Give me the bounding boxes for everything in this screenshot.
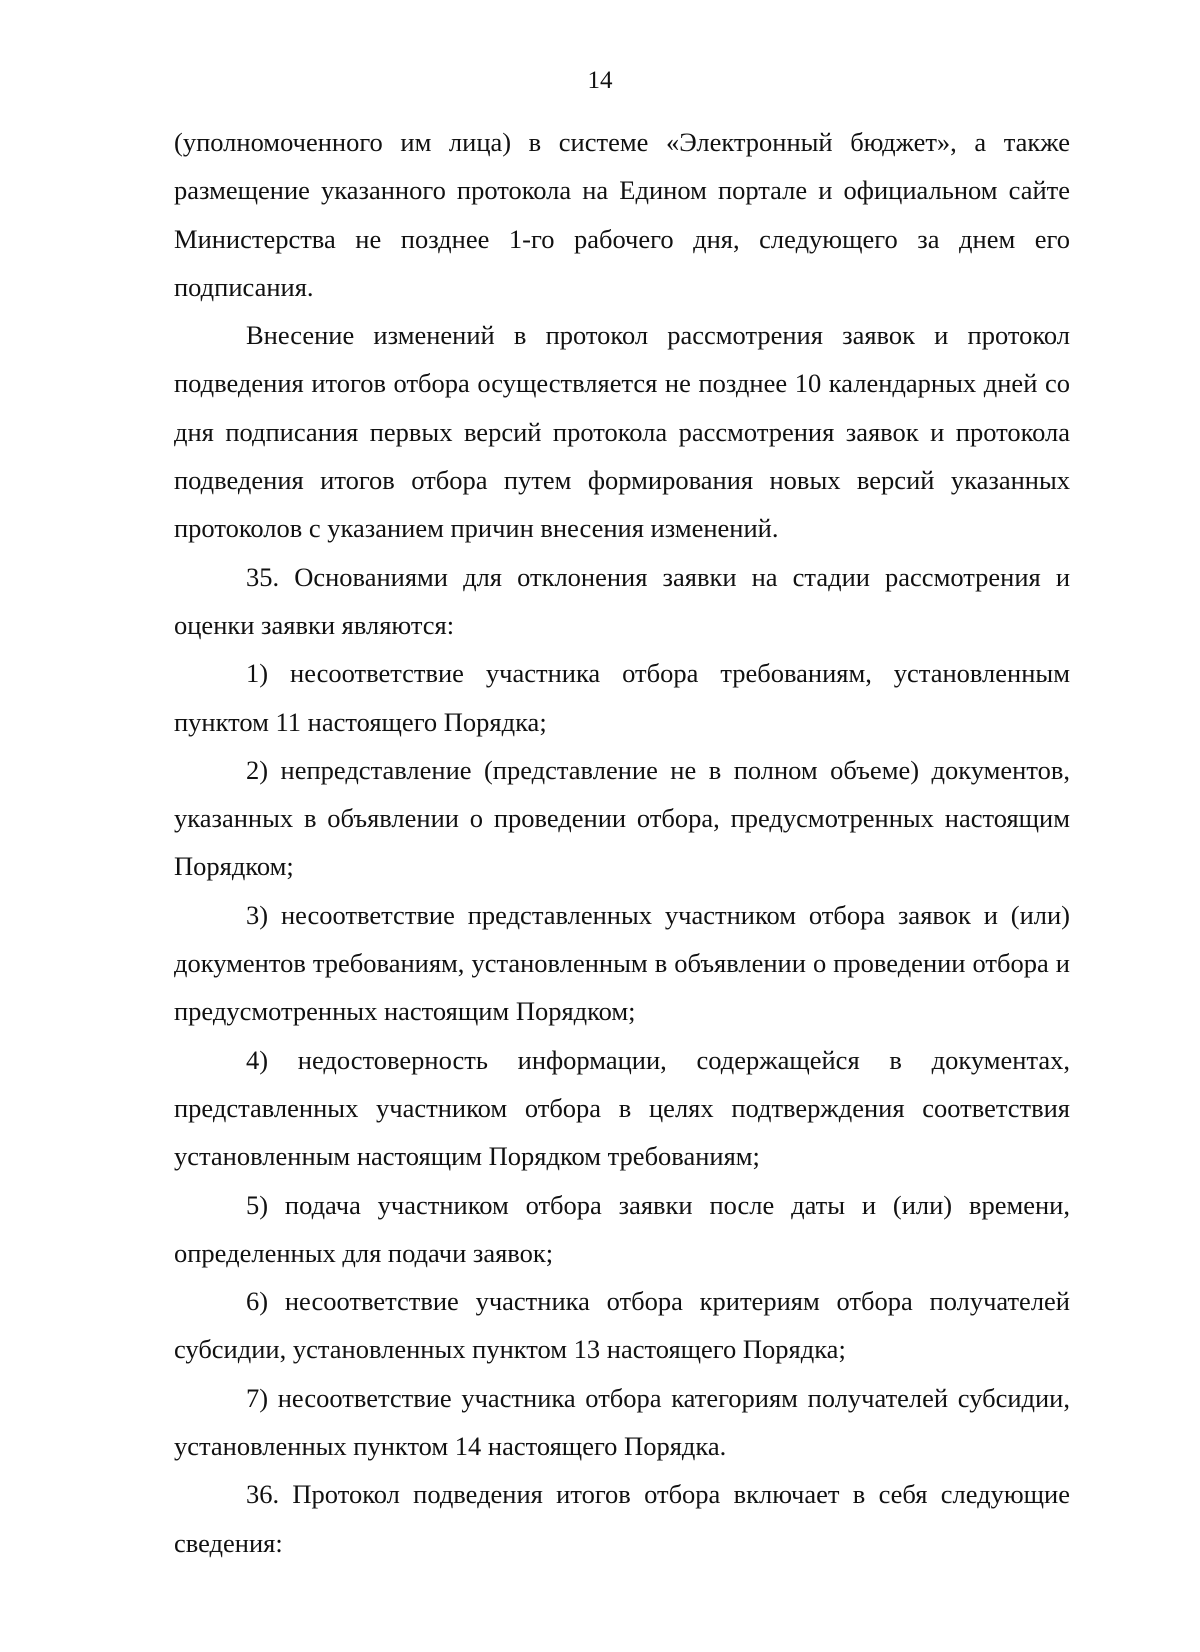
paragraph-35: 35. Основаниями для отклонения заявки на стадии рассмотрения и оценки заявки являются: bbox=[174, 561, 1070, 640]
page-number: 14 bbox=[587, 67, 613, 94]
paragraph-amendments: Внесение изменений в протокол рассмотрения заявок и протокол подведения итогов отбора осуществляется не позднее 10 календарных дней со дня подписания первых версий протокола рассмотрения заявок и протокола подведения итогов отбора путем формирования новых версий указанных протоколов с указанием причин внесения изменений. bbox=[174, 320, 1070, 544]
list-item-4: 4) недостоверность информации, содержащейся в документах, представленных участником отбора в целях подтверждения соответствия установленным настоящим Порядком требованиям; bbox=[174, 1044, 1070, 1172]
list-item-6: 6) несоответствие участника отбора критериям отбора получателей субсидии, установленных пунктом 13 настоящего Порядка; bbox=[174, 1286, 1070, 1365]
list-item-5: 5) подача участником отбора заявки после даты и (или) времени, определенных для подачи заявок; bbox=[174, 1189, 1070, 1268]
list-item-7: 7) несоответствие участника отбора категориям получателей субсидии, установленных пунктом 14 настоящего Порядка. bbox=[174, 1382, 1070, 1462]
paragraph-36: 36. Протокол подведения итогов отбора включает в себя следующие сведения: bbox=[174, 1479, 1070, 1558]
list-item-2: 2) непредставление (представление не в полном объеме) документов, указанных в объявлении о проведении отбора, предусмотренных настоящим Порядком; bbox=[174, 754, 1070, 882]
document-body bbox=[174, 118, 1070, 1567]
list-item-1: 1) несоответствие участника отбора требованиям, установленным пунктом 11 настоящего Порядка; bbox=[174, 658, 1070, 737]
list-item-3: 3) несоответствие представленных участником отбора заявок и (или) документов требованиям, установленным в объявлении о проведении отбора и предусмотренных настоящим Порядком; bbox=[174, 899, 1070, 1027]
paragraph-continuation: (уполномоченного им лица) в системе «Электронный бюджет», а также размещение указанного протокола на Едином портале и официальном сайте Министерства не позднее 1-го рабочего дня, следующего за днем его подписания. bbox=[174, 127, 1070, 302]
